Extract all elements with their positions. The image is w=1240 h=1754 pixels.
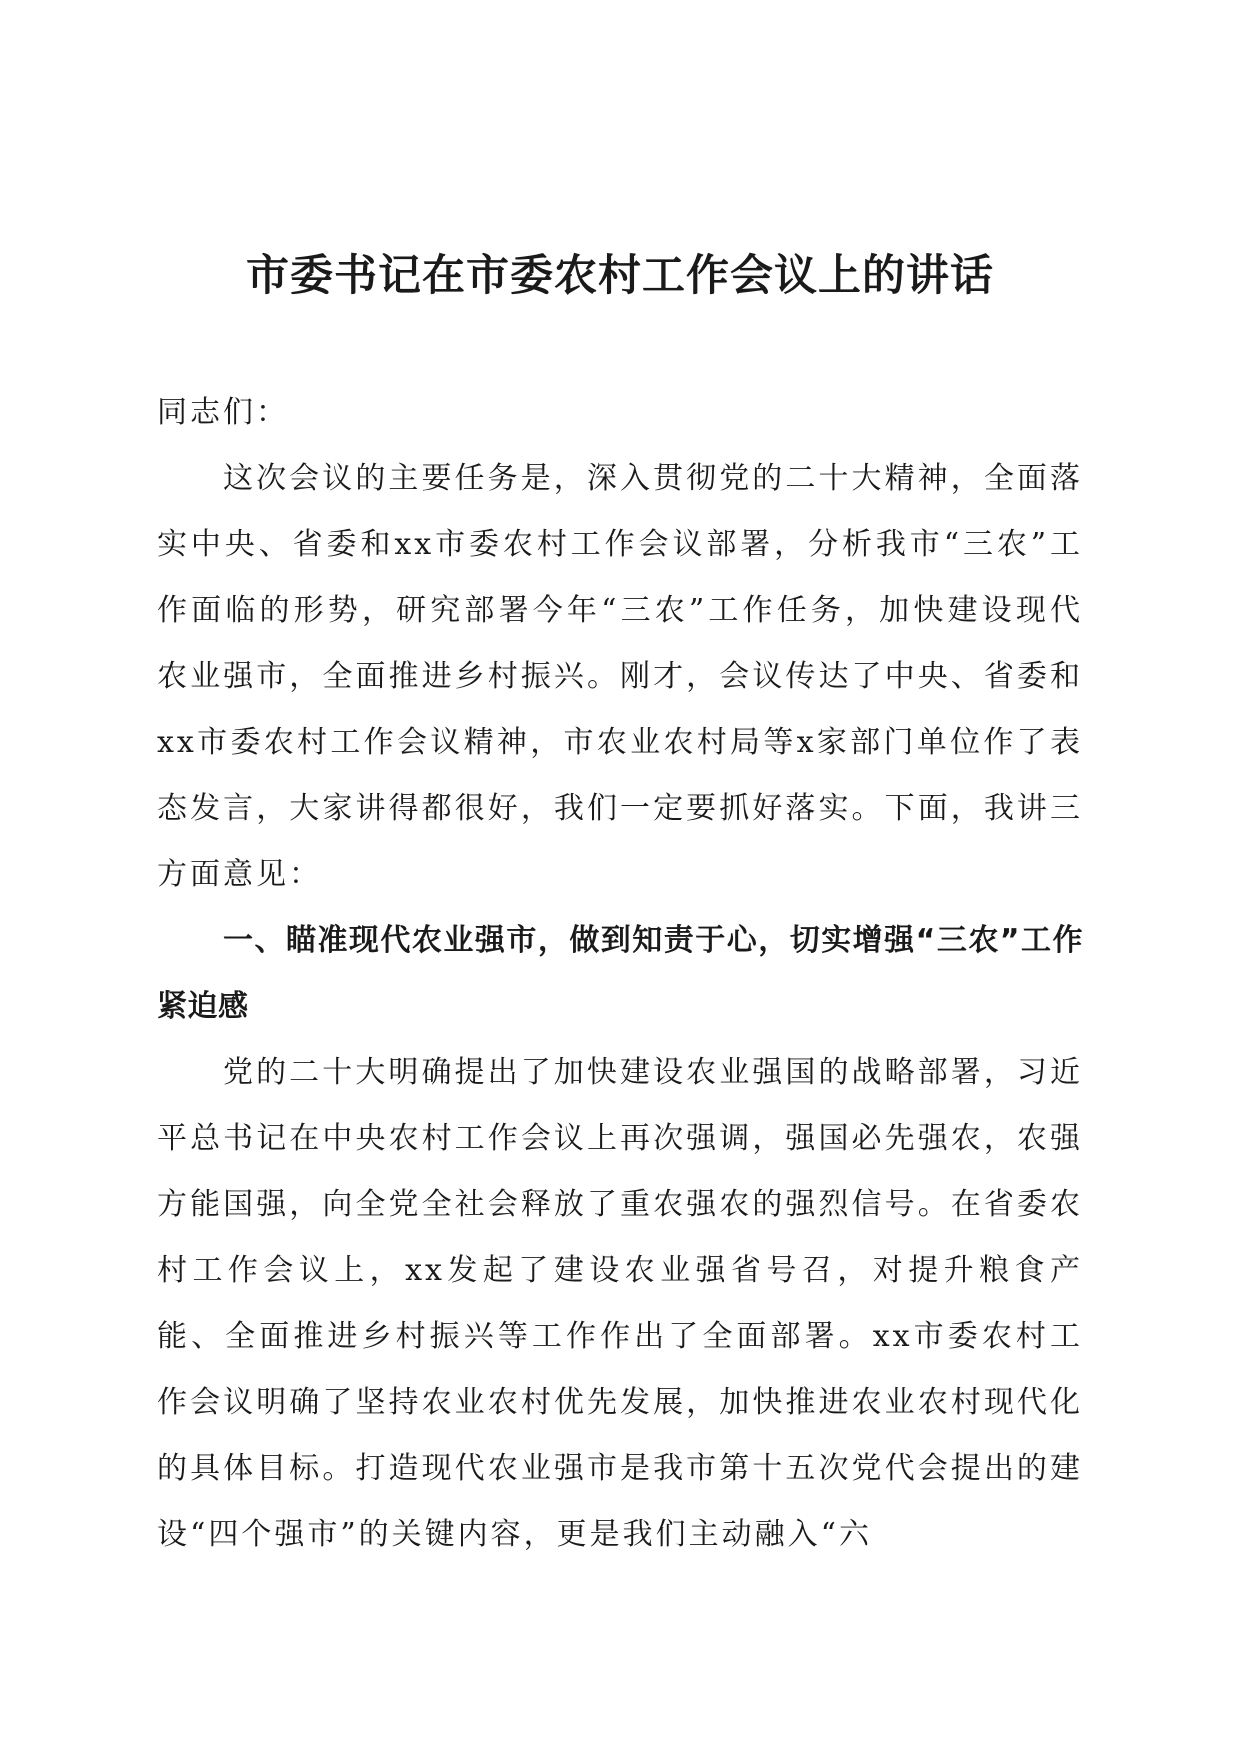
document-title: 市委书记在市委农村工作会议上的讲话	[246, 251, 994, 301]
document-body	[157, 380, 1083, 1568]
section-heading-1: 一、瞄准现代农业强市，做到知责于心，切实增强“三农”工作紧迫感	[157, 923, 1083, 1024]
section-1-paragraph: 党的二十大明确提出了加快建设农业强国的战略部署，习近平总书记在中央农村工作会议上再次强调，强国必先强农，农强方能国强，向全党全社会释放了重农强农的强烈信号。在省委农村工作会议上，xx发起了建设农业强省号召，对提升粮食产能、全面推进乡村振兴等工作作出了全面部署。xx市委农村工作会议明确了坚持农业农村优先发展，加快推进农业农村现代化的具体目标。打造现代农业强市是我市第十五次党代会提出的建设“四个强市”的关键内容，更是我们主动融入“六	[157, 1055, 1083, 1552]
intro-paragraph: 这次会议的主要任务是，深入贯彻党的二十大精神，全面落实中央、省委和xx市委农村工作会议部署，分析我市“三农”工作面临的形势，研究部署今年“三农”工作任务，加快建设现代农业强市，全面推进乡村振兴。刚才，会议传达了中央、省委和xx市委农村工作会议精神，市农业农村局等x家部门单位作了表态发言，大家讲得都很好，我们一定要抓好落实。下面，我讲三方面意见：	[157, 461, 1083, 892]
salutation: 同志们：	[157, 395, 289, 430]
